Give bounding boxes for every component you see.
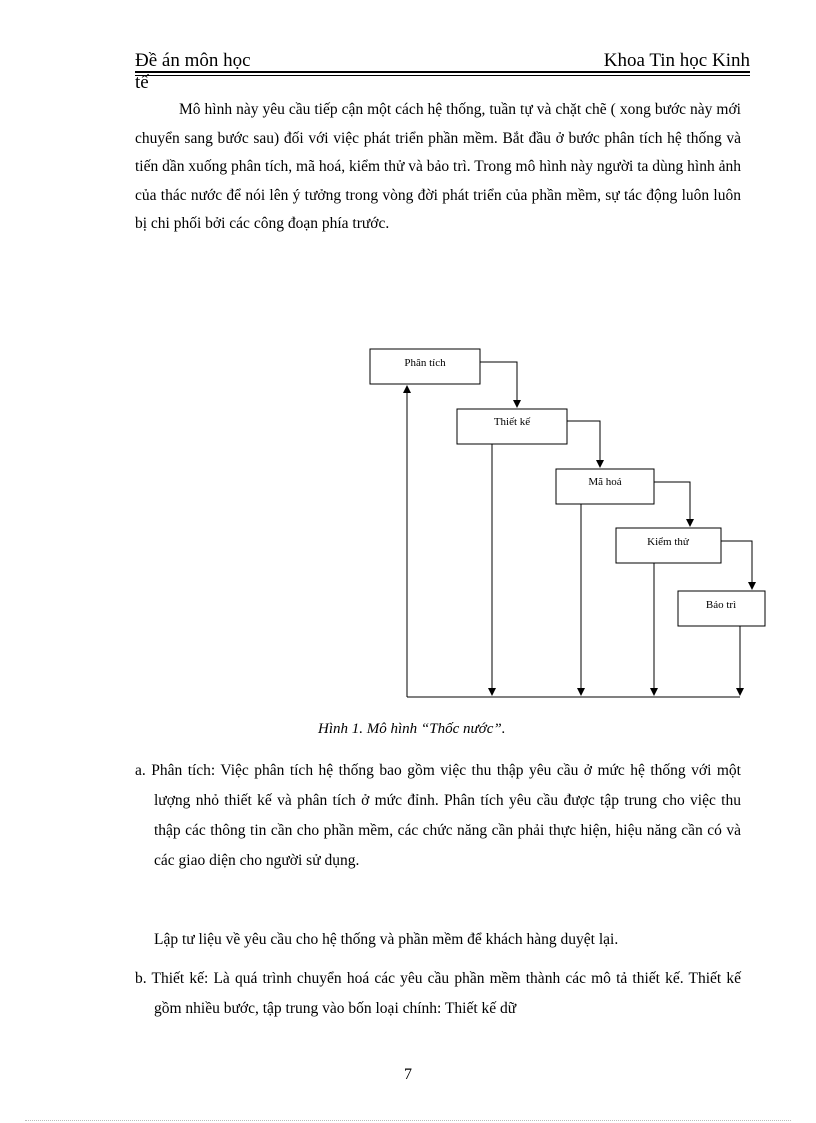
arrow-analysis-to-design	[480, 362, 517, 407]
item-design	[135, 964, 741, 1024]
figure-caption: Hình 1. Mô hình “Thốc nước”.	[318, 721, 506, 737]
intro-paragraph	[135, 96, 741, 239]
item-design-text: b. Thiết kế: Là quá trình chuyển hoá các yêu cầu phần mềm thành các mô tả thiết kế. Thiết kế gồm nhiều bước, tập trung vào bốn loại chính: Thiết kế dữ	[135, 970, 741, 1017]
header-rule-thin	[135, 75, 750, 76]
header-rule-thick	[135, 71, 750, 73]
stage-label-testing: Kiểm thử	[647, 536, 689, 548]
stage-label-coding: Mã hoá	[588, 476, 622, 488]
stage-label-analysis: Phân tích	[404, 357, 446, 369]
arrow-testing-to-maintenance	[721, 541, 752, 589]
header-course-title: Đề án môn học	[135, 50, 251, 71]
page-number: 7	[404, 1066, 412, 1083]
header-faculty: Khoa Tin học Kinh	[603, 50, 750, 71]
stage-label-design: Thiết kế	[493, 416, 531, 428]
intro-paragraph-text: Mô hình này yêu cầu tiếp cận một cách hệ thống, tuần tự và chặt chẽ ( xong bước này mới chuyển sang bước sau) đối với việc phát triển phần mềm. Bắt đầu ở bước phân tích hệ thống và tiến dần xuống phân tích, mã hoá, kiểm thử và bảo trì. Trong mô hình này người ta dùng hình ảnh của thác nước để nói lên ý tưởng trong vòng đời phát triển của phần mềm, sự tác động luôn luôn bị chi phối bởi các công đoạn phía trước.	[135, 101, 741, 232]
page-bottom-border	[25, 1120, 791, 1121]
item-analysis-note-text: Lập tư liệu về yêu cầu cho hệ thống và phần mềm để khách hàng duyệt lại.	[154, 931, 619, 948]
page-header	[135, 50, 750, 94]
arrow-design-to-coding	[567, 421, 600, 467]
item-analysis-text: a. Phân tích: Việc phân tích hệ thống bao gồm việc thu thập yêu cầu ở mức hệ thống với một lượng nhỏ thiết kế và phân tích ở mức đỉnh. Phân tích yêu cầu được tập trung cho việc thu thập các thông tin cần cho phần mềm, các chức năng cần phải thực hiện, hiệu năng cần có và các giao diện cho người sử dụng.	[135, 762, 741, 869]
item-analysis-note	[135, 925, 741, 955]
waterfall-diagram	[360, 340, 780, 710]
arrow-coding-to-testing	[654, 482, 690, 526]
item-analysis	[135, 756, 741, 876]
header-faculty-wrap: tế	[135, 72, 149, 93]
stage-label-maintenance: Bảo trì	[705, 599, 737, 611]
